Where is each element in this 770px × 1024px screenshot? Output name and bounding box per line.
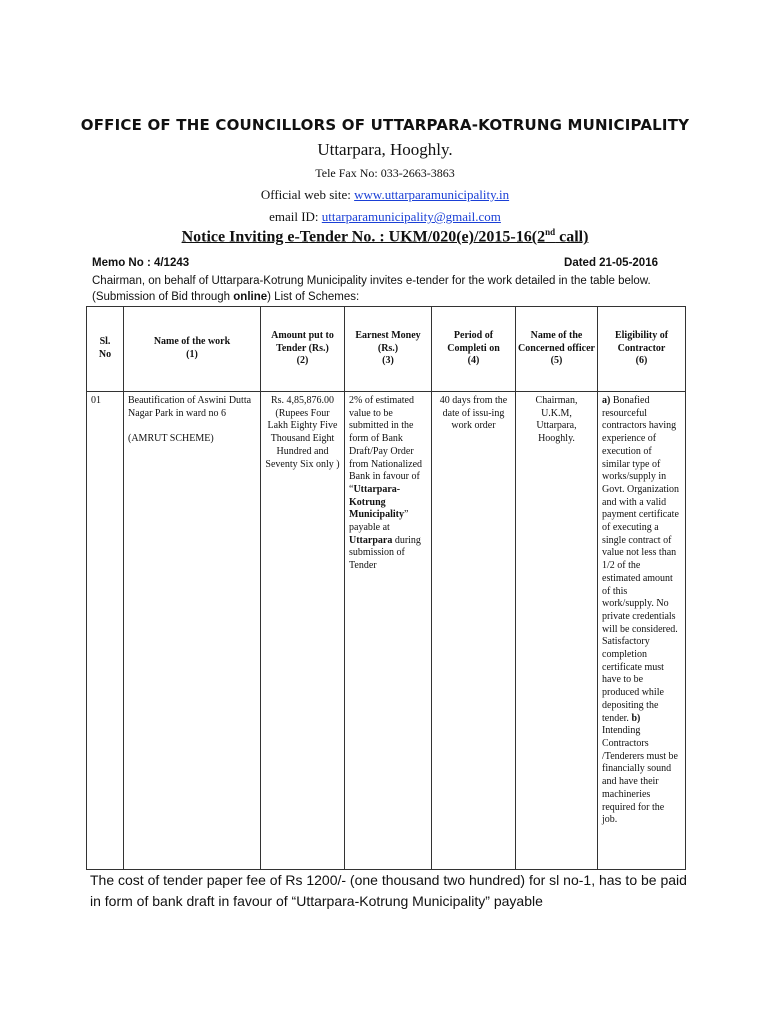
email-label: email ID: xyxy=(269,209,319,224)
website-link[interactable]: www.uttarparamunicipality.in xyxy=(354,187,510,202)
website-line xyxy=(0,187,770,203)
cell-earnest: 2% of estimated value to be submitted in the form of Bank Draft/Pay Order from Nationalized Bank in favour of “Uttarpara-Kotrung Municipality” payable at Uttarpara during submission of Tender xyxy=(345,392,432,870)
table-row xyxy=(87,392,686,870)
cell-officer: Chairman, U.K.M, Uttarpara, Hooghly. xyxy=(516,392,598,870)
intro-paragraph xyxy=(92,273,682,305)
notice-title-prefix: Notice Inviting e-Tender No. : UKM/020(e)/2015-16(2 xyxy=(181,228,546,246)
header-period: Period of Completi on (4) xyxy=(432,307,516,392)
email-link[interactable]: uttarparamunicipality@gmail.com xyxy=(321,209,501,224)
office-heading: OFFICE OF THE COUNCILLORS OF UTTARPARA-KOTRUNG MUNICIPALITY xyxy=(80,116,690,134)
cell-amount: Rs. 4,85,876.00 (Rupees Four Lakh Eighty Five Thousand Eight Hundred and Seventy Six only ) xyxy=(261,392,345,870)
header-sl: Sl. No xyxy=(87,307,124,392)
cell-sl: 01 xyxy=(87,392,124,870)
header-eligibility: Eligibility of Contractor (6) xyxy=(598,307,686,392)
website-label: Official web site: xyxy=(260,187,351,202)
header-earnest: Earnest Money (Rs.) (3) xyxy=(345,307,432,392)
header-work: Name of the work (1) xyxy=(124,307,261,392)
intro-text-after: ) List of Schemes: xyxy=(267,291,360,303)
city-line: Uttarpara, Hooghly. xyxy=(317,140,453,159)
intro-bold: online xyxy=(233,291,268,303)
email-line xyxy=(0,209,770,225)
memo-date: Dated 21-05-2016 xyxy=(564,257,658,269)
tele-fax: Tele Fax No: 033-2663-3863 xyxy=(315,166,455,180)
notice-title-sup: nd xyxy=(545,227,556,237)
cell-work xyxy=(124,392,261,870)
cell-eligibility: a) Bonafied resourceful contractors having experience of execution of similar type of works/supply in Govt. Organization and with a valid payment certificate of executing a single contract of value not less than 1/2 of the estimated amount of this work/supply. No private credentials will be considered. Satisfactory completion certificate must have to be produced while depositing the tender. b) Intending Contractors /Tenderers must be financially sound and have their machineries required for the job. xyxy=(598,392,686,870)
cell-period: 40 days from the date of issu-ing work order xyxy=(432,392,516,870)
fee-paragraph: The cost of tender paper fee of Rs 1200/- (one thousand two hundred) for sl no-1, has to be paid in form of bank draft in favour of “Uttarpara-Kotrung Municipality” payable xyxy=(90,872,687,909)
memo-number: Memo No : 4/1243 xyxy=(92,257,190,269)
work-name: Beautification of Aswini Dutta Nagar Park in ward no 6 xyxy=(128,395,252,419)
notice-title-suffix: call) xyxy=(555,228,589,246)
header-amount: Amount put to Tender (Rs.) (2) xyxy=(261,307,345,392)
table-header-row xyxy=(87,307,686,392)
notice-title xyxy=(0,227,770,246)
header-officer: Name of the Concerned officer (5) xyxy=(516,307,598,392)
schemes-table xyxy=(86,306,686,870)
intro-text-before: Chairman, on behalf of Uttarpara-Kotrung Municipality invites e-tender for the work detailed in the table below. (Submission of Bid through xyxy=(92,275,651,303)
scheme-name: (AMRUT SCHEME) xyxy=(128,433,214,445)
